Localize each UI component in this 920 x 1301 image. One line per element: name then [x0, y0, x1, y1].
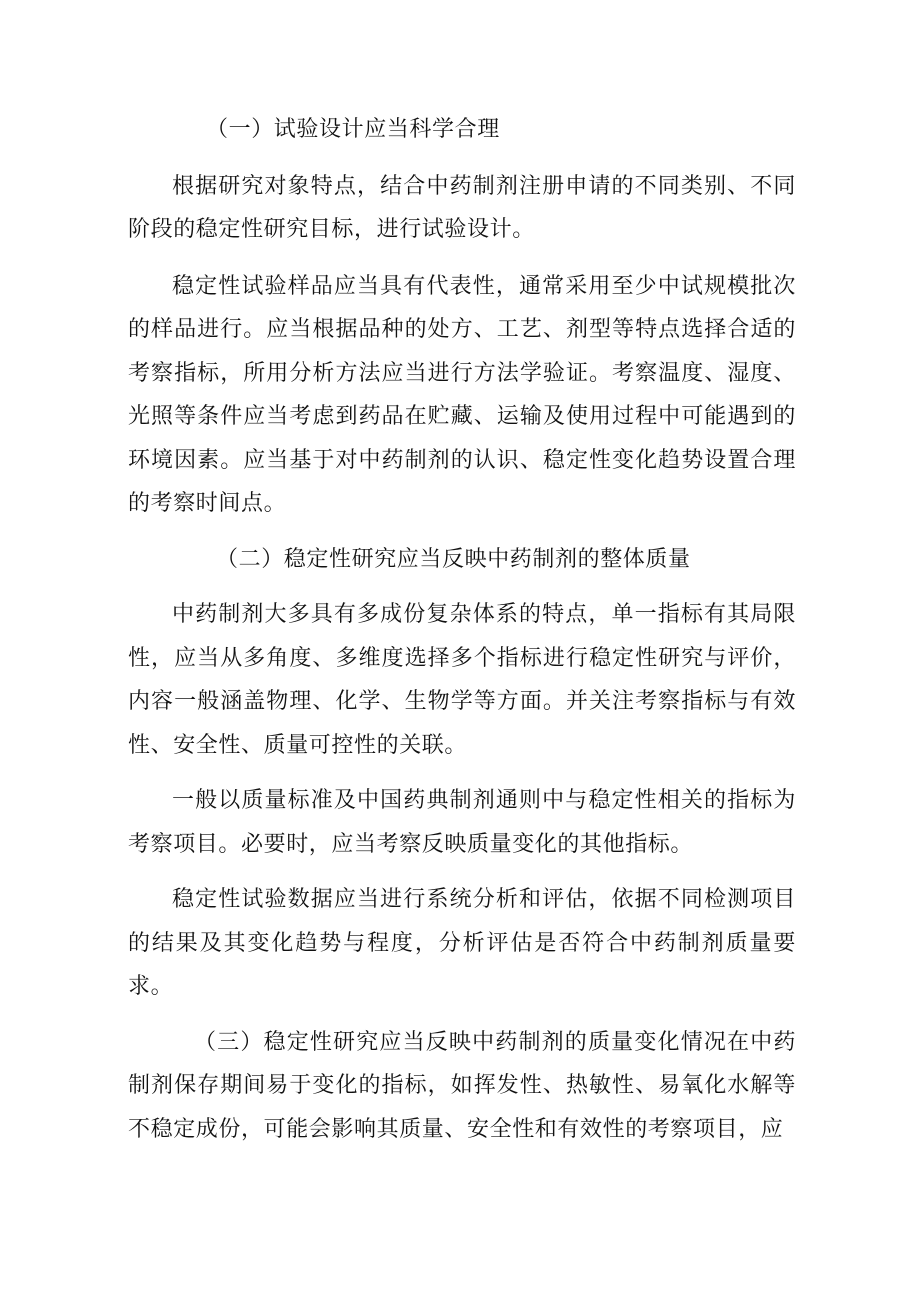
- section-1-heading: （一）试验设计应当科学合理: [206, 117, 500, 142]
- section-2-paragraph-2: 一般以质量标准及中国药典制剂通则中与稳定性相关的指标为考察项目。必要时，应当考察反映质量变化的其他指标。: [128, 788, 796, 857]
- document-body: [128, 108, 796, 1151]
- section-3-heading: （三）稳定性研究应当反映中药制剂的质量变化情况在中药制剂保存期间易于变化的指标，如挥发性、热敏性、易氧化水解等不稳定成份，可能会影响其质量、安全性和有效性的考察项目，应: [128, 1029, 796, 1142]
- section-2-paragraph-1: 中药制剂大多具有多成份复杂体系的特点，单一指标有其局限性，应当从多角度、多维度选择多个指标进行稳定性研究与评价，内容一般涵盖物理、化学、生物学等方面。并关注考察指标与有效性、安全性、质量可控性的关联。: [128, 602, 796, 758]
- section-2-paragraph-3: 稳定性试验数据应当进行系统分析和评估，依据不同检测项目的结果及其变化趋势与程度，分析评估是否符合中药制剂质量要求。: [128, 887, 796, 999]
- section-2-heading: （二）稳定性研究应当反映中药制剂的整体质量: [216, 546, 691, 572]
- section-1-paragraph-2: 稳定性试验样品应当具有代表性，通常采用至少中试规模批次的样品进行。应当根据品种的处方、工艺、剂型等特点选择合适的考察指标，所用分析方法应当进行方法学验证。考察温度、湿度、光照等条件应当考虑到药品在贮藏、运输及使用过程中可能遇到的环境因素。应当基于对中药制剂的认识、稳定性变化趋势设置合理的考察时间点。: [128, 273, 796, 516]
- section-1-paragraph-1: 根据研究对象特点，结合中药制剂注册申请的不同类别、不同阶段的稳定性研究目标，进行试验设计。: [128, 173, 796, 242]
